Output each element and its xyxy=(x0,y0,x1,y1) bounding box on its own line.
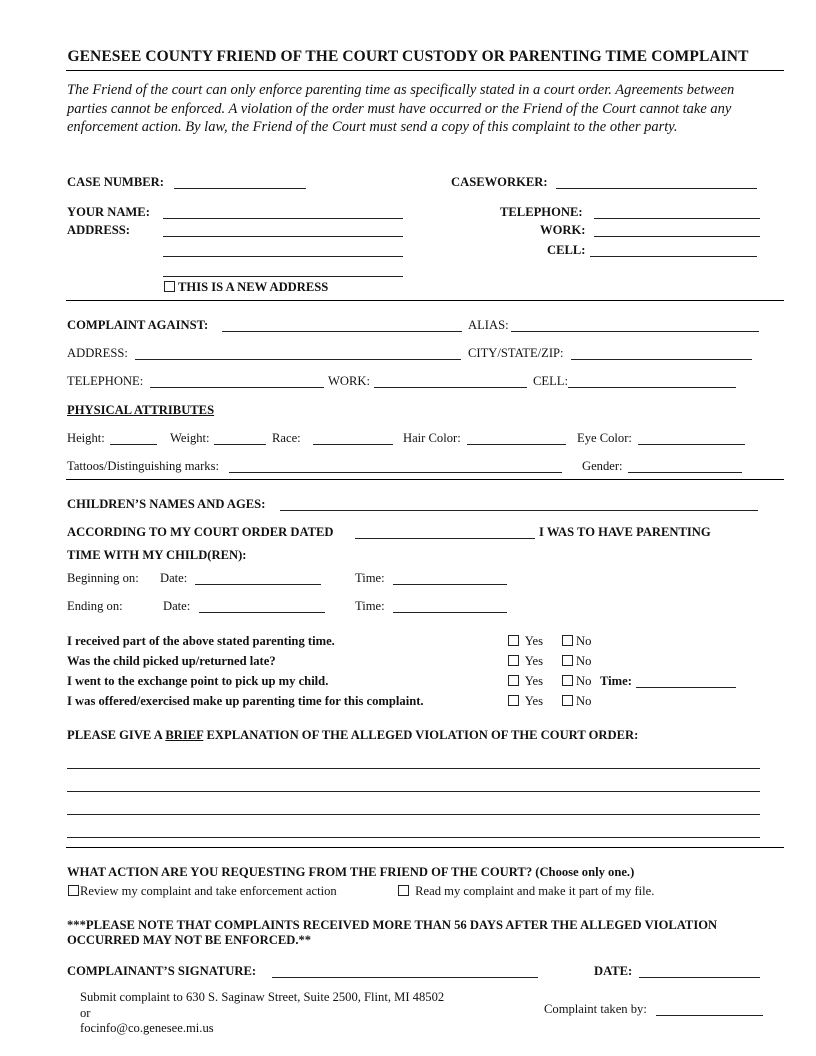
gender-field[interactable] xyxy=(628,472,742,473)
complaint-taken-by-field[interactable] xyxy=(656,1015,763,1016)
new-address-label: THIS IS A NEW ADDRESS xyxy=(178,280,329,294)
submit-email[interactable]: focinfo@co.genesee.mi.us xyxy=(80,1021,214,1035)
q3-no-checkbox[interactable] xyxy=(562,675,573,686)
against-work-label: WORK: xyxy=(328,374,370,388)
complaint-taken-by-label: Complaint taken by: xyxy=(544,1002,647,1016)
note-line-1: ***PLEASE NOTE THAT COMPLAINTS RECEIVED MORE THAN 56 DAYS AFTER THE ALLEGED VIOLATION xyxy=(67,918,718,932)
ending-on-label: Ending on: xyxy=(67,599,123,613)
tattoos-label: Tattoos/Distinguishing marks: xyxy=(67,459,219,473)
q3-time-label: Time: xyxy=(600,674,632,688)
case-number-field[interactable] xyxy=(174,188,306,189)
time-with-children-label: TIME WITH MY CHILD(REN): xyxy=(67,548,247,562)
section-divider-1 xyxy=(66,300,784,301)
beginning-time-label: Time: xyxy=(355,571,385,585)
section-divider-2 xyxy=(66,479,784,480)
new-address-option[interactable] xyxy=(164,280,328,295)
work-field[interactable] xyxy=(594,236,760,237)
yes-label: Yes xyxy=(524,654,544,668)
weight-label: Weight: xyxy=(170,431,210,445)
hair-color-label: Hair Color: xyxy=(403,431,461,445)
form-title: GENESEE COUNTY FRIEND OF THE COURT CUSTODY OR PARENTING TIME COMPLAINT xyxy=(67,48,749,65)
no-label: No xyxy=(576,654,592,668)
address-field-2[interactable] xyxy=(163,256,403,257)
eye-color-field[interactable] xyxy=(638,444,745,445)
gender-label: Gender: xyxy=(582,459,623,473)
q4-yes-checkbox[interactable] xyxy=(508,695,519,706)
action-question: WHAT ACTION ARE YOU REQUESTING FROM THE FRIEND OF THE COURT? (Choose only one.) xyxy=(67,865,635,879)
q2-yes-option[interactable] xyxy=(508,654,543,669)
signature-label: COMPLAINANT’S SIGNATURE: xyxy=(67,964,257,978)
children-names-field[interactable] xyxy=(280,510,758,511)
complaint-against-label: COMPLAINT AGAINST: xyxy=(67,318,209,332)
question-3: I went to the exchange point to pick up my child. xyxy=(67,674,329,688)
q3-no-option[interactable] xyxy=(562,674,591,689)
action-option-file[interactable] xyxy=(398,884,654,899)
signature-field[interactable] xyxy=(272,977,538,978)
ending-date-field[interactable] xyxy=(199,612,325,613)
weight-field[interactable] xyxy=(214,444,266,445)
q2-yes-checkbox[interactable] xyxy=(508,655,519,666)
race-field[interactable] xyxy=(313,444,393,445)
q2-no-option[interactable] xyxy=(562,654,591,669)
your-name-label: YOUR NAME: xyxy=(67,205,150,219)
no-label: No xyxy=(576,694,592,708)
physical-attributes-heading: PHYSICAL ATTRIBUTES xyxy=(67,403,215,417)
q4-yes-option[interactable] xyxy=(508,694,543,709)
alias-field[interactable] xyxy=(511,331,759,332)
alias-label: ALIAS: xyxy=(468,318,509,332)
address-label: ADDRESS: xyxy=(67,223,130,237)
question-1: I received part of the above stated parenting time. xyxy=(67,634,335,648)
q3-yes-option[interactable] xyxy=(508,674,543,689)
city-state-zip-label: CITY/STATE/ZIP: xyxy=(468,346,564,360)
yes-label: Yes xyxy=(524,634,544,648)
explanation-line-4[interactable] xyxy=(67,837,760,838)
explanation-line-3[interactable] xyxy=(67,814,760,815)
action-option-review[interactable] xyxy=(68,884,337,899)
ending-time-label: Time: xyxy=(355,599,385,613)
yes-label: Yes xyxy=(524,694,544,708)
no-label: No xyxy=(576,674,592,688)
beginning-date-field[interactable] xyxy=(195,584,321,585)
was-to-have-label: I WAS TO HAVE PARENTING xyxy=(539,525,711,539)
telephone-label: TELEPHONE: xyxy=(500,205,583,219)
q3-yes-checkbox[interactable] xyxy=(508,675,519,686)
telephone-field[interactable] xyxy=(594,218,760,219)
cell-field[interactable] xyxy=(590,256,757,257)
question-4: I was offered/exercised make up parenting time for this complaint. xyxy=(67,694,424,708)
q4-no-checkbox[interactable] xyxy=(562,695,573,706)
caseworker-field[interactable] xyxy=(556,188,757,189)
ending-date-label: Date: xyxy=(163,599,191,613)
q1-no-checkbox[interactable] xyxy=(562,635,573,646)
city-state-zip-field[interactable] xyxy=(571,359,752,360)
note-line-2: OCCURRED MAY NOT BE ENFORCED.** xyxy=(67,933,312,947)
action-file-label: Read my complaint and make it part of my file. xyxy=(415,884,655,898)
beginning-date-label: Date: xyxy=(160,571,188,585)
address-field-1[interactable] xyxy=(163,236,403,237)
explanation-line-1[interactable] xyxy=(67,768,760,769)
against-address-field[interactable] xyxy=(135,359,461,360)
complaint-against-field[interactable] xyxy=(222,331,462,332)
against-cell-field[interactable] xyxy=(568,387,736,388)
no-label: No xyxy=(576,634,592,648)
explanation-heading xyxy=(67,728,638,743)
case-number-label: CASE NUMBER: xyxy=(67,175,164,189)
title-divider xyxy=(66,70,784,71)
race-label: Race: xyxy=(272,431,301,445)
q1-no-option[interactable] xyxy=(562,634,591,649)
submit-address: Submit complaint to 630 S. Saginaw Street, Suite 2500, Flint, MI 48502 xyxy=(80,990,445,1004)
q2-no-checkbox[interactable] xyxy=(562,655,573,666)
action-file-checkbox[interactable] xyxy=(398,885,409,896)
order-dated-label: ACCORDING TO MY COURT ORDER DATED xyxy=(67,525,334,539)
question-2: Was the child picked up/returned late? xyxy=(67,654,276,668)
action-review-checkbox[interactable] xyxy=(68,885,79,896)
section-divider-3 xyxy=(66,847,784,848)
against-cell-label: CELL: xyxy=(533,374,568,388)
signature-date-label: DATE: xyxy=(594,964,633,978)
tattoos-field[interactable] xyxy=(229,472,562,473)
beginning-time-field[interactable] xyxy=(393,584,507,585)
against-telephone-field[interactable] xyxy=(150,387,324,388)
explanation-post: EXPLANATION OF THE ALLEGED VIOLATION OF THE COURT ORDER: xyxy=(206,728,639,742)
action-review-label: Review my complaint and take enforcement action xyxy=(80,884,337,898)
beginning-on-label: Beginning on: xyxy=(67,571,139,585)
against-telephone-label: TELEPHONE: xyxy=(67,374,144,388)
height-label: Height: xyxy=(67,431,105,445)
q1-yes-checkbox[interactable] xyxy=(508,635,519,646)
q1-yes-option[interactable] xyxy=(508,634,543,649)
explanation-line-2[interactable] xyxy=(67,791,760,792)
hair-color-field[interactable] xyxy=(467,444,566,445)
cell-label: CELL: xyxy=(547,243,586,257)
explanation-pre: PLEASE GIVE A xyxy=(67,728,163,742)
against-address-label: ADDRESS: xyxy=(67,346,128,360)
explanation-brief: BRIEF xyxy=(165,728,204,742)
q4-no-option[interactable] xyxy=(562,694,591,709)
address-field-3[interactable] xyxy=(163,276,403,277)
height-field[interactable] xyxy=(110,444,157,445)
ending-time-field[interactable] xyxy=(393,612,507,613)
eye-color-label: Eye Color: xyxy=(577,431,632,445)
against-work-field[interactable] xyxy=(374,387,527,388)
q3-time-field[interactable] xyxy=(636,687,736,688)
work-label: WORK: xyxy=(540,223,586,237)
children-names-label: CHILDREN’S NAMES AND AGES: xyxy=(67,497,266,511)
order-date-field[interactable] xyxy=(355,538,535,539)
yes-label: Yes xyxy=(524,674,544,688)
new-address-checkbox[interactable] xyxy=(164,281,175,292)
submit-or: or xyxy=(80,1006,91,1020)
caseworker-label: CASEWORKER: xyxy=(451,175,548,189)
your-name-field[interactable] xyxy=(163,218,403,219)
intro-paragraph: The Friend of the court can only enforce parenting time as specifically stated in a court order. Agreements between parties cannot be enforced. A violation of the order must have occurred or the Friend of the Court cannot take any enforcement action. By law, the Friend of the Court must send a copy of this complaint to the other party. xyxy=(67,82,735,135)
signature-date-field[interactable] xyxy=(639,977,760,978)
